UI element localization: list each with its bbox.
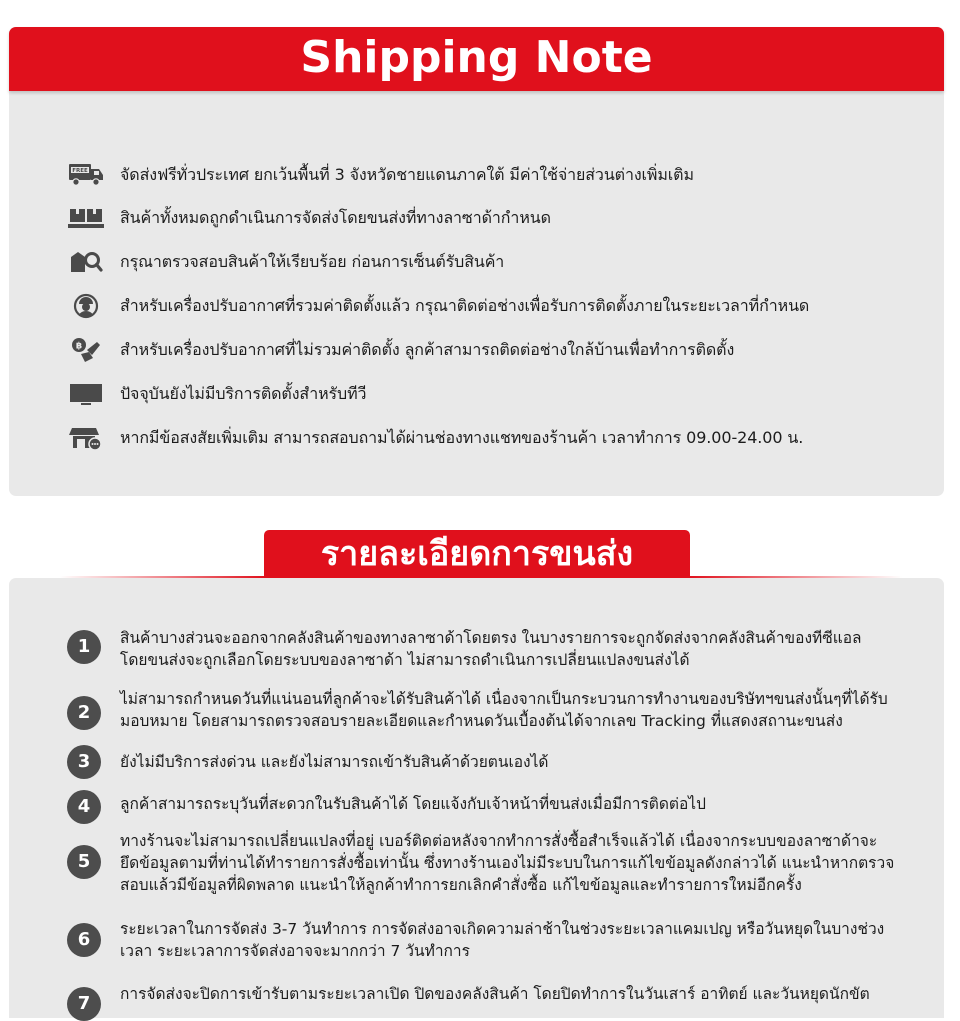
step-line: เวลา ระยะเวลาการจัดส่งอาจจะมากกว่า 7 วันทำการ [120,942,470,960]
note-text: ปัจจุบันยังไม่มีบริการติดตั้งสำหรับทีวี [120,383,367,403]
detail-step [67,793,907,815]
detail-step [67,830,907,896]
step-number-badge: 1 [67,630,101,664]
free-delivery-truck-icon [67,161,105,189]
detail-step [67,918,907,962]
note-text: สำหรับเครื่องปรับอากาศที่รวมค่าติดตั้งแล้ว กรุณาติดต่อช่างเพื่อรับการติดตั้งภายในระยะเวลาที่กำหนด [120,295,810,315]
svg-text:฿: ฿ [75,341,83,352]
step-number-badge: 7 [67,987,101,1021]
svg-text:FREE: FREE [72,168,88,175]
step-line: มอบหมาย โดยสามารถตรวจสอบรายละเอียดและกำหนดวันเบื้องต้นได้จากเลข Tracking ที่แสดงสถานะขนส่ง [120,712,843,730]
boxes-icon [67,204,105,232]
step-text [120,983,910,1005]
step-line: ยังไม่มีบริการส่งด่วน และยังไม่สามารถเข้ารับสินค้าด้วยตนเองได้ [120,753,549,771]
note-text: จัดส่งฟรีทั่วประเทศ ยกเว้นพื้นที่ 3 จังหวัดชายแดนภาคใต้ มีค่าใช้จ่ายส่วนต่างเพิ่มเติม [120,164,694,184]
note-text: สินค้าทั้งหมดถูกดำเนินการจัดส่งโดยขนส่งที่ทางลาซาด้ากำหนด [120,207,551,227]
step-line: ไม่สามารถกำหนดวันที่แน่นอนที่ลูกค้าจะได้รับสินค้าได้ เนื่องจากเป็นกระบวนการทำงานของบริษัทฯขนส่งนั้นๆที่ได้รับ [120,690,888,708]
step-number-badge: 2 [67,696,101,730]
shipping-note-panel [9,27,944,496]
shipping-details-header [0,530,960,578]
step-line: ยึดข้อมูลตามที่ท่านได้ทำรายการสั่งซื้อเท่านั้น ซึ่งทางร้านเองไม่มีระบบในการแก้ไขข้อมูลดังกล่าวได้ แนะนำหากตรวจ [120,854,895,872]
note-text: หากมีข้อสงสัยเพิ่มเติม สามารถสอบถามได้ผ่านช่องทางแชทของร้านค้า เวลาทำการ 09.00-24.00 น. [120,427,804,447]
detail-step [67,983,907,1014]
detail-step [67,688,907,732]
step-text [120,688,910,732]
note-text: กรุณาตรวจสอบสินค้าให้เรียบร้อย ก่อนการเซ็นต์รับสินค้า [120,251,505,271]
step-number-badge: 4 [67,790,101,824]
step-number-badge: 3 [67,745,101,779]
step-text [120,751,910,773]
detail-step [67,751,907,773]
store-chat-icon [67,424,105,452]
note-item [67,159,927,191]
cost-wrench-icon [67,336,105,364]
step-line: สอบแล้วมีข้อมูลที่ผิดพลาด แนะนำให้ลูกค้าทำการยกเลิกคำสั่งซื้อ แก้ไขข้อมูลและทำรายการใหม่อีกครั้ง [120,876,802,894]
step-line: การจัดส่งจะปิดการเข้ารับตามระยะเวลาเปิด ปิดของคลังสินค้า โดยปิดทำการในวันเสาร์ อาทิตย์ และวันหยุดนักขัต [120,985,870,1003]
note-text: สำหรับเครื่องปรับอากาศที่ไม่รวมค่าติดตั้ง ลูกค้าสามารถติดต่อช่างใกล้บ้านเพื่อทำการติดตั้ง [120,339,735,359]
step-line: โดยขนส่งจะถูกเลือกโดยระบบของลาซาด้า ไม่สามารถดำเนินการเปลี่ยนแปลงขนส่งได้ [120,651,690,669]
note-item [67,202,927,234]
box-inspect-icon [67,248,105,276]
step-line: ระยะเวลาในการจัดส่ง 3-7 วันทำการ การจัดส่งอาจเกิดความล่าช้าในช่วงระยะเวลาแคมเปญ หรือวันหยุดในบางช่วง [120,920,885,938]
note-item [67,422,927,454]
shipping-note-title: Shipping Note [9,27,944,91]
step-text [120,793,910,815]
step-line: ลูกค้าสามารถระบุวันที่สะดวกในรับสินค้าได้ โดยแจ้งกับเจ้าหน้าที่ขนส่งเมื่อมีการติดต่อไป [120,795,706,813]
step-line: สินค้าบางส่วนจะออกจากคลังสินค้าของทางลาซาด้าโดยตรง ในบางรายการจะถูกจัดส่งจากคลังสินค้าของทีซีแอล [120,629,862,647]
note-item [67,378,927,410]
note-item [67,334,927,366]
step-text [120,627,910,671]
step-line: ทางร้านจะไม่สามารถเปลี่ยนแปลงที่อยู่ เบอร์ติดต่อหลังจากทำการสั่งซื้อสำเร็จแล้วได้ เนื่องจากระบบของลาซาด้าจะ [120,832,878,850]
shipping-details-title: รายละเอียดการขนส่ง [264,530,690,578]
step-number-badge: 6 [67,923,101,957]
step-text [120,918,910,962]
detail-step [67,627,907,671]
tv-icon [67,380,105,408]
note-item [67,246,927,278]
step-text [120,830,910,896]
technician-icon [67,292,105,320]
note-item [67,290,927,322]
shipping-details-panel [9,578,944,1018]
step-number-badge: 5 [67,845,101,879]
